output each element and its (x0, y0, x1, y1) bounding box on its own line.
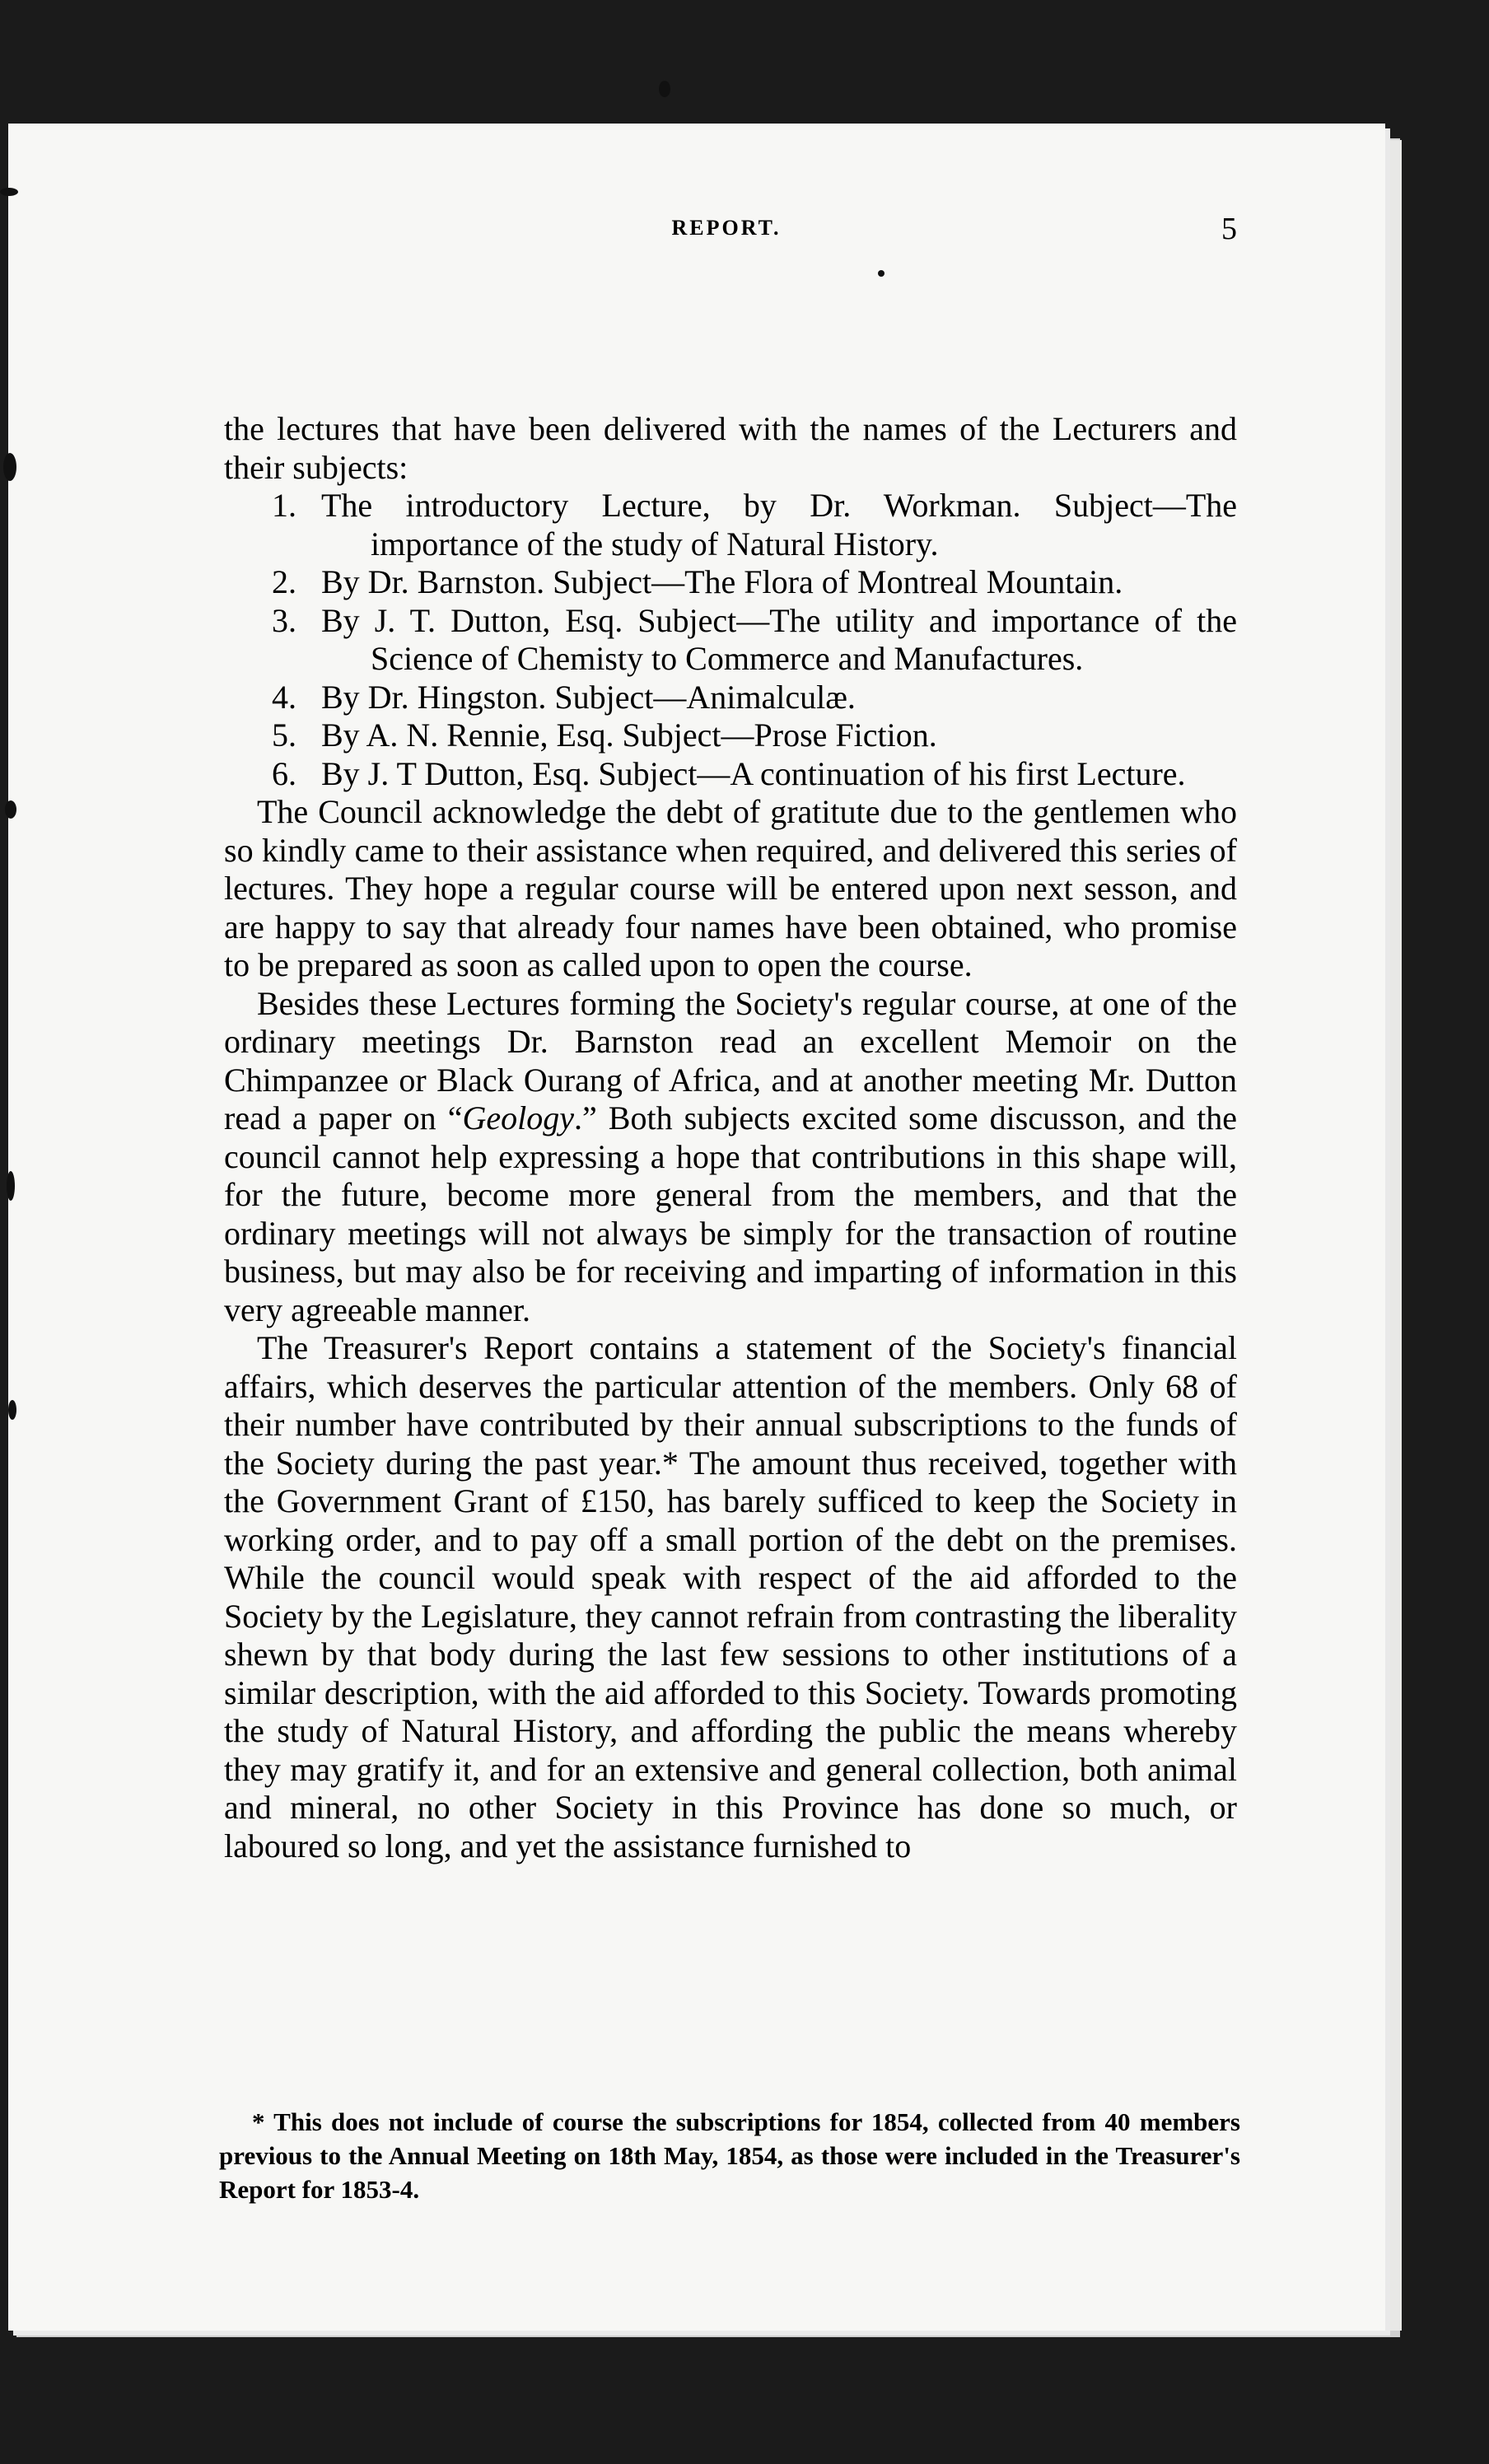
lecture-item-4 (224, 679, 1237, 717)
page-number: 5 (1221, 212, 1237, 246)
lecture-number: 5. (272, 716, 296, 754)
lecture-text: By J. T Dutton, Esq. Subject—A continuation of his first Lecture. (321, 754, 1186, 792)
lecture-number: 2. (272, 563, 296, 600)
lecture-item-3 (224, 602, 1237, 679)
margin-speck (3, 453, 16, 481)
lecture-text: By Dr. Barnston. Subject—The Flora of Montreal Mountain. (321, 563, 1123, 600)
margin-speck (878, 270, 885, 277)
paragraph-treasurer-report: The Treasurer's Report contains a statement of the Society's financial affairs, which deserves the particular attention of the members. Only 68 of their number have contributed by their annual subscriptions to the funds of the Society during the past year.* The amount thus received, together with the Government Grant of £150, has barely sufficed to keep the Society in working order, and to pay off a small portion of the debt on the premises. While the council would speak with respect of the aid afforded to the Society by the Legislature, they cannot refrain from contrasting the liberality shewn by that body during the last few sessions to other institutions of a similar description, with the aid afforded to this Society. Towards promoting the study of Natural History, and affording the public the means whereby they may gratify it, and for an extensive and general collection, both animal and mineral, no other Society in this Province has done so much, or laboured so long, and yet the assistance furnished to (224, 1329, 1237, 1864)
margin-speck (8, 1400, 16, 1420)
page-header (216, 212, 1237, 257)
lecture-text: By Dr. Hingston. Subject—Animalculæ. (321, 678, 856, 716)
margin-speck (5, 800, 16, 819)
page-edge (1384, 140, 1402, 2331)
lecture-item-6 (224, 755, 1237, 794)
paragraph-text: .” Both subjects excited some discusson, and the council cannot help expressing a hope that contributions in this shape will, for the future, become more general from the members, and that the ordinary meetings will not always be simply for the transaction of routine business, but may also be for receiving and imparting of information in this very agreeable manner. (224, 1099, 1237, 1328)
margin-speck (7, 1171, 15, 1201)
lecture-number: 4. (272, 678, 296, 716)
intro-paragraph: the lectures that have been delivered with the names of the Lecturers and their subjects: (224, 410, 1237, 486)
lecture-text: By J. T. Dutton, Esq. Subject—The utility and importance of the Science of Chemisty to Commerce and Manufactures. (321, 601, 1237, 677)
lecture-text: By A. N. Rennie, Esq. Subject—Prose Fiction. (321, 716, 937, 754)
margin-speck (0, 188, 18, 196)
paragraph-council-gratitude: The Council acknowledge the debt of gratitute due to the gentlemen who so kindly came to their assistance when required, and delivered this series of lectures. They hope a regular course will be entered upon next sesson, and are happy to say that already four names have been obtained, who promise to be prepared as soon as called upon to open the course. (224, 793, 1237, 983)
lecture-number: 1. (272, 487, 296, 524)
lecture-number: 3. (272, 601, 296, 639)
running-head: REPORT. (671, 216, 782, 240)
footnote: * This does not include of course the subscriptions for 1854, collected from 40 members previous to the Annual Meeting on 18th May, 1854, as those were included in the Treasurer's Report for 1853-4. (219, 2107, 1240, 2204)
lecture-item-1 (224, 487, 1237, 563)
lecture-item-2 (224, 563, 1237, 602)
body-text (224, 410, 1237, 1865)
margin-speck (659, 81, 670, 97)
paragraph-memoirs (224, 985, 1237, 1330)
lecture-text: The introductory Lecture, by Dr. Workman. Subject—The importance of the study of Natural History. (321, 487, 1237, 562)
paragraph-text: Besides these Lectures forming the Society's regular course, at one of the ordinary meetings Dr. Barnston read an excellent Memoir on the Chimpanzee or Black Ourang of Africa, and at another meeting Mr. Dutton read a paper on “ (224, 984, 1237, 1136)
lecture-number: 6. (272, 754, 296, 792)
lecture-item-5 (224, 716, 1237, 755)
geology-title: Geology (462, 1099, 574, 1136)
